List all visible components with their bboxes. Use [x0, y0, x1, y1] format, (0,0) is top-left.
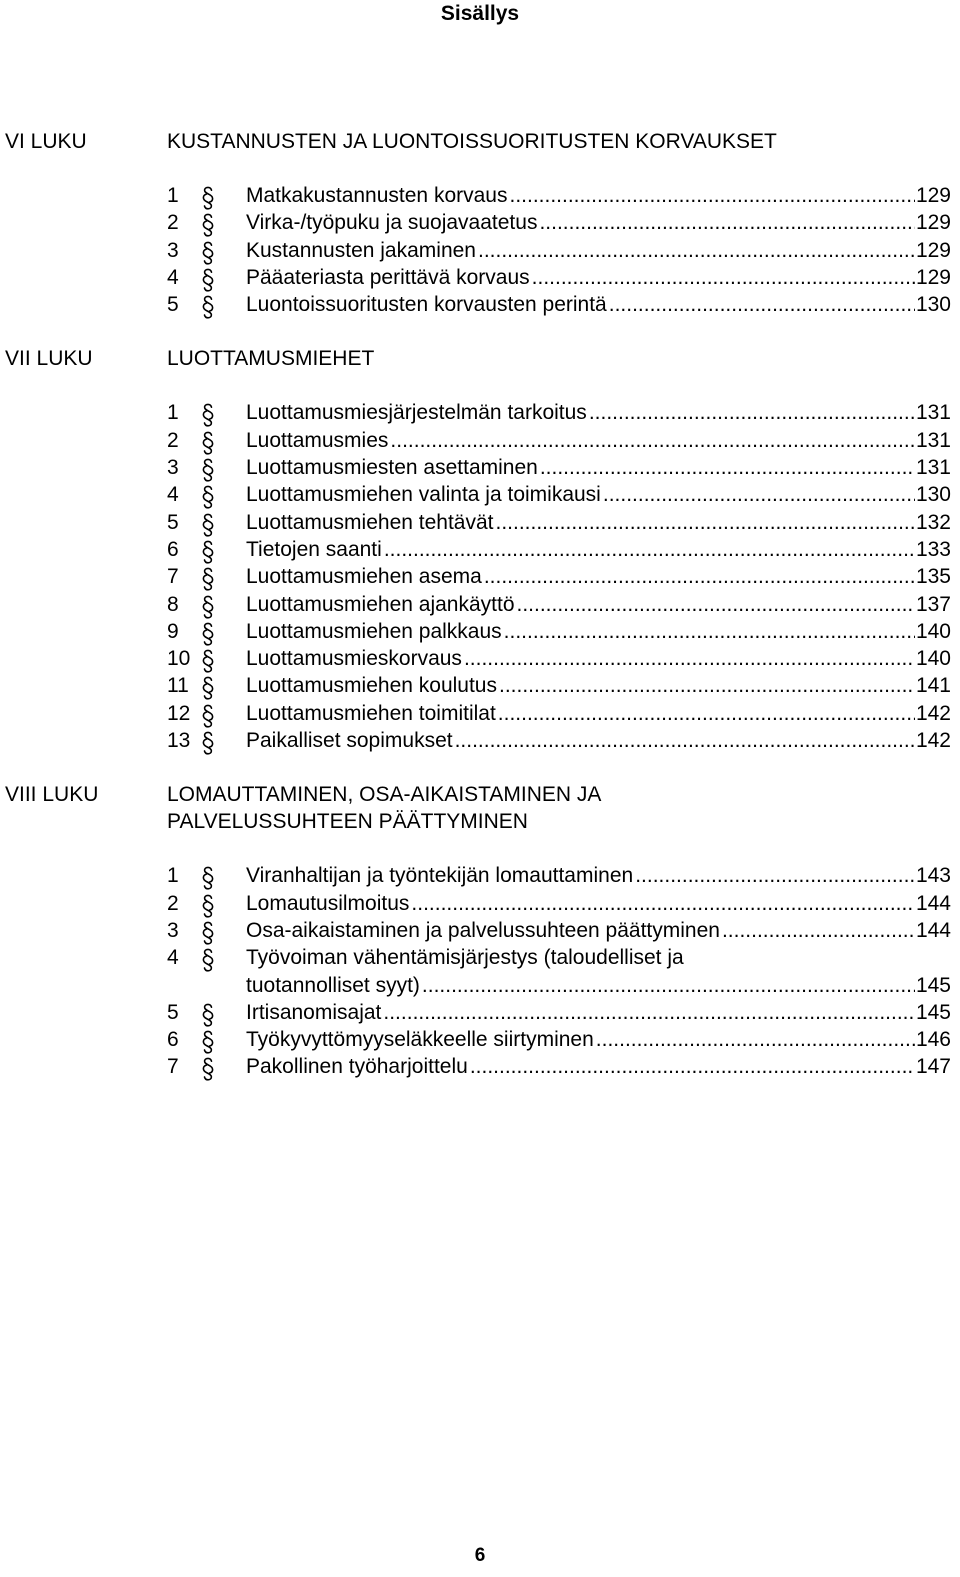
toc-entry[interactable]	[0, 563, 960, 590]
section-sign-icon	[198, 399, 218, 427]
chapter-label: VII LUKU	[5, 347, 93, 371]
entry-number: 5	[167, 293, 179, 317]
entry-title-row	[246, 536, 951, 563]
entry-page-number: 143	[915, 864, 951, 888]
section-sign-icon	[198, 209, 218, 237]
entry-page-number: 144	[915, 891, 951, 915]
entry-number: 7	[167, 565, 179, 589]
chapter-title: KUSTANNUSTEN JA LUONTOISSUORITUSTEN KORVAUKSET	[167, 130, 777, 153]
toc-entry[interactable]	[0, 237, 960, 264]
section-sign-icon	[198, 427, 218, 455]
entry-title-row	[246, 727, 951, 754]
entry-page-number: 144	[915, 918, 951, 942]
toc-entry[interactable]	[0, 264, 960, 291]
entry-page-number: 145	[915, 1000, 951, 1024]
entry-title-row	[246, 1026, 951, 1053]
dot-leader	[517, 591, 915, 618]
toc-entry[interactable]	[0, 917, 960, 944]
section-sign-icon	[198, 1053, 218, 1081]
entry-title: Luottamusmiehen asema	[246, 565, 482, 589]
dot-leader	[390, 427, 915, 454]
entry-number: 3	[167, 456, 179, 480]
toc-entry[interactable]	[0, 454, 960, 481]
entry-page-number: 142	[915, 729, 951, 753]
entry-page-number: 145	[915, 973, 951, 997]
chapter-title	[167, 781, 867, 835]
toc-entry[interactable]	[0, 427, 960, 454]
page-title: Sisällys	[440, 2, 520, 25]
entry-number: 12	[167, 701, 191, 725]
toc-entry[interactable]	[0, 536, 960, 563]
section-sign-icon	[198, 890, 218, 918]
toc-entry[interactable]	[0, 862, 960, 889]
entry-title: Kustannusten jakaminen	[246, 238, 476, 262]
entry-list	[0, 862, 960, 1080]
section-sign-icon	[198, 454, 218, 482]
entry-title: Luottamusmiehen toimitilat	[246, 701, 496, 725]
dot-leader	[455, 727, 915, 754]
entry-page-number: 135	[915, 565, 951, 589]
entry-number: 6	[167, 537, 179, 561]
section-sign-icon	[198, 481, 218, 509]
table-of-contents	[0, 128, 960, 1108]
dot-leader	[722, 917, 915, 944]
dot-leader	[498, 700, 915, 727]
entry-title: Luottamusmiehen palkkaus	[246, 619, 502, 643]
entry-page-number: 137	[915, 592, 951, 616]
entry-title: Lomautusilmoitus	[246, 891, 410, 915]
entry-number: 2	[167, 891, 179, 915]
entry-title: Paikalliset sopimukset	[246, 729, 453, 753]
entry-title-row	[246, 264, 951, 291]
toc-entry[interactable]	[0, 672, 960, 699]
chapter-title-line: PALVELUSSUHTEEN PÄÄTTYMINEN	[167, 810, 528, 834]
dot-leader	[603, 481, 915, 508]
dot-leader	[478, 237, 915, 264]
entry-number: 1	[167, 864, 179, 888]
entry-page-number: 147	[915, 1055, 951, 1079]
entry-title: Pakollinen työharjoittelu	[246, 1055, 468, 1079]
toc-entry[interactable]	[0, 509, 960, 536]
entry-title: Irtisanomisajat	[246, 1000, 382, 1024]
toc-entry[interactable]	[0, 182, 960, 209]
entry-title-row	[246, 399, 951, 426]
entry-list	[0, 399, 960, 754]
toc-entry[interactable]	[0, 944, 960, 999]
entry-page-number: 141	[915, 674, 951, 698]
section-sign-icon	[198, 536, 218, 564]
entry-title: Luottamusmiehen ajankäyttö	[246, 592, 515, 616]
dot-leader	[504, 618, 915, 645]
chapter-vii	[0, 345, 960, 754]
entry-number: 10	[167, 647, 191, 671]
toc-entry[interactable]	[0, 399, 960, 426]
entry-title: Luottamusmiehen tehtävät	[246, 510, 494, 534]
toc-entry[interactable]	[0, 700, 960, 727]
section-sign-icon	[198, 999, 218, 1027]
chapter-viii	[0, 781, 960, 1080]
dot-leader	[509, 182, 914, 209]
toc-entry[interactable]	[0, 618, 960, 645]
section-sign-icon	[198, 1026, 218, 1054]
entry-title: tuotannolliset syyt)	[246, 973, 420, 997]
page-number: 6	[474, 1545, 486, 1566]
dot-leader	[464, 645, 915, 672]
dot-leader	[384, 536, 915, 563]
dot-leader	[411, 890, 915, 917]
entry-page-number: 129	[915, 238, 951, 262]
entry-title-row	[246, 999, 951, 1026]
dot-leader	[540, 454, 915, 481]
entry-number: 7	[167, 1055, 179, 1079]
entry-title: Viranhaltijan ja työntekijän lomauttaminen	[246, 864, 634, 888]
section-sign-icon	[198, 917, 218, 945]
entry-page-number: 131	[915, 456, 951, 480]
toc-entry[interactable]	[0, 291, 960, 318]
dot-leader	[609, 291, 915, 318]
toc-entry[interactable]	[0, 999, 960, 1026]
entry-title: Työkyvyttömyyseläkkeelle siirtyminen	[246, 1028, 594, 1052]
entry-page-number: 129	[915, 184, 951, 207]
entry-title: Virka-/työpuku ja suojavaatetus	[246, 211, 538, 235]
dot-leader	[596, 1026, 915, 1053]
entry-number: 5	[167, 1000, 179, 1024]
entry-title-row	[246, 972, 951, 999]
dot-leader	[422, 972, 915, 999]
entry-number: 2	[167, 211, 179, 235]
dot-leader	[470, 1053, 915, 1080]
entry-title-row	[246, 645, 951, 672]
dot-leader	[383, 999, 915, 1026]
entry-number: 4	[167, 946, 179, 970]
section-sign-icon	[198, 672, 218, 700]
entry-number: 2	[167, 428, 179, 452]
entry-title-row	[246, 862, 951, 889]
entry-title-row	[246, 917, 951, 944]
entry-page-number: 140	[915, 647, 951, 671]
toc-entry[interactable]	[0, 1053, 960, 1080]
dot-leader	[589, 399, 915, 426]
toc-entry[interactable]	[0, 1026, 960, 1053]
section-sign-icon	[198, 727, 218, 755]
section-sign-icon	[198, 264, 218, 292]
entry-title: Tietojen saanti	[246, 537, 382, 561]
entry-title-row	[246, 509, 951, 536]
entry-title: Matkakustannusten korvaus	[246, 184, 508, 207]
dot-leader	[539, 209, 915, 236]
entry-title-row	[246, 1053, 951, 1080]
dot-leader	[484, 563, 915, 590]
entry-title: Luottamusmieskorvaus	[246, 647, 462, 671]
entry-number: 6	[167, 1028, 179, 1052]
toc-entry[interactable]	[0, 591, 960, 618]
entry-number: 4	[167, 483, 179, 507]
entry-title-line: Työvoiman vähentämisjärjestys (taloudelliset ja	[246, 946, 684, 970]
toc-entry[interactable]	[0, 727, 960, 754]
entry-page-number: 129	[915, 211, 951, 235]
section-sign-icon	[198, 591, 218, 619]
section-sign-icon	[198, 291, 218, 319]
entry-number: 9	[167, 619, 179, 643]
entry-title-row	[246, 563, 951, 590]
entry-page-number: 142	[915, 701, 951, 725]
entry-title-row	[246, 481, 951, 508]
entry-number: 5	[167, 510, 179, 534]
entry-title-row	[246, 237, 951, 264]
toc-entry[interactable]	[0, 645, 960, 672]
entry-title: Osa-aikaistaminen ja palvelussuhteen päättyminen	[246, 918, 720, 942]
dot-leader	[499, 672, 915, 699]
entry-title-row	[246, 454, 951, 481]
entry-number: 3	[167, 238, 179, 262]
entry-title-row	[246, 591, 951, 618]
entry-number: 4	[167, 265, 179, 289]
entry-page-number: 133	[915, 537, 951, 561]
entry-number: 1	[167, 184, 179, 207]
section-sign-icon	[198, 509, 218, 537]
entry-number: 11	[167, 674, 189, 698]
entry-title: Pääateriasta perittävä korvaus	[246, 265, 530, 289]
entry-title: Luottamusmiesjärjestelmän tarkoitus	[246, 401, 587, 425]
entry-page-number: 140	[915, 619, 951, 643]
entry-title-row	[246, 700, 951, 727]
entry-number: 3	[167, 918, 179, 942]
entry-title: Luottamusmiehen valinta ja toimikausi	[246, 483, 601, 507]
dot-leader	[635, 862, 915, 889]
section-sign-icon	[198, 645, 218, 673]
chapter-vi	[0, 128, 960, 318]
dot-leader	[532, 264, 915, 291]
section-sign-icon	[198, 944, 218, 972]
entry-title-row	[246, 182, 951, 209]
entry-page-number: 129	[915, 265, 951, 289]
entry-title: Luottamusmiehen koulutus	[246, 674, 497, 698]
chapter-label: VIII LUKU	[5, 783, 99, 807]
entry-title-row	[246, 209, 951, 236]
toc-entry[interactable]	[0, 481, 960, 508]
chapter-title-line: LOMAUTTAMINEN, OSA-AIKAISTAMINEN JA	[167, 783, 602, 807]
entry-page-number: 131	[915, 428, 951, 452]
chapter-title: LUOTTAMUSMIEHET	[167, 347, 375, 371]
entry-title-row	[246, 672, 951, 699]
entry-page-number: 146	[915, 1028, 951, 1052]
entry-number: 1	[167, 401, 179, 425]
entry-title-row	[246, 890, 951, 917]
section-sign-icon	[198, 618, 218, 646]
entry-title: Luontoissuoritusten korvausten perintä	[246, 293, 607, 317]
entry-page-number: 132	[915, 510, 951, 534]
entry-title: Luottamusmies	[246, 428, 389, 452]
chapter-label: VI LUKU	[5, 130, 87, 153]
entry-number: 8	[167, 592, 179, 616]
section-sign-icon	[198, 862, 218, 890]
section-sign-icon	[198, 700, 218, 728]
toc-entry[interactable]	[0, 890, 960, 917]
entry-page-number: 130	[915, 293, 951, 317]
entry-title-row	[246, 291, 951, 318]
toc-entry[interactable]	[0, 209, 960, 236]
entry-title: Luottamusmiesten asettaminen	[246, 456, 538, 480]
section-sign-icon	[198, 182, 218, 210]
entry-page-number: 131	[915, 401, 951, 425]
entry-list	[0, 182, 960, 318]
section-sign-icon	[198, 237, 218, 265]
entry-title-row	[246, 618, 951, 645]
entry-page-number: 130	[915, 483, 951, 507]
section-sign-icon	[198, 563, 218, 591]
entry-number: 13	[167, 729, 191, 753]
dot-leader	[496, 509, 915, 536]
entry-title-row	[246, 427, 951, 454]
